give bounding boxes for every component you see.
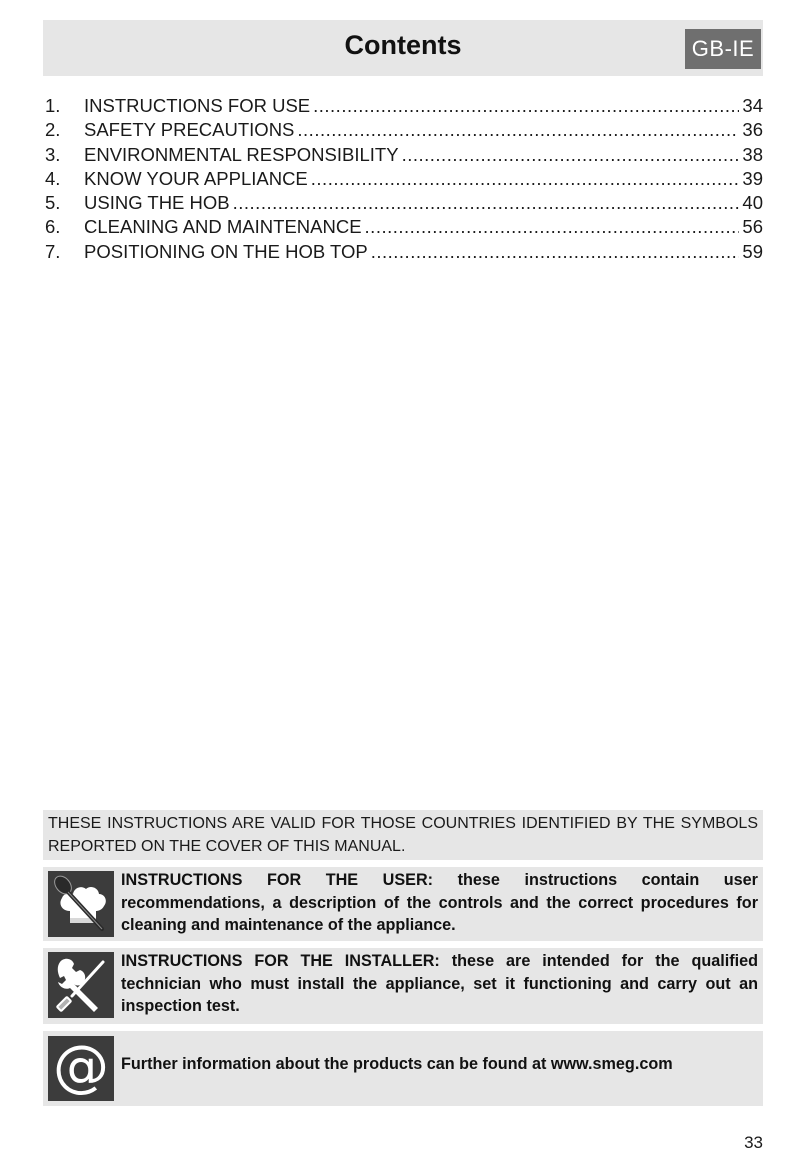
at-sign-icon [48, 1033, 114, 1101]
toc-title: SAFETY PRECAUTIONS [84, 119, 295, 141]
further-info-note [43, 1031, 763, 1106]
tools-icon [48, 952, 114, 1018]
toc-number: 3. [45, 143, 61, 165]
toc-number: 2. [45, 119, 61, 141]
toc-page-number: 38 [742, 143, 763, 165]
further-info-text: Further information about the products can be found at www.smeg.com [121, 1055, 673, 1073]
toc-leader-dots [233, 192, 740, 214]
user-instructions-text: INSTRUCTIONS FOR THE USER: these instructions contain user recommendations, a description of the controls and the correct procedures for cleaning and maintenance of the appliance. [121, 871, 758, 934]
toc-number: 1. [45, 95, 61, 116]
validity-notice-text: THESE INSTRUCTIONS ARE VALID FOR THOSE COUNTRIES IDENTIFIED BY THE SYMBOLS REPORTED ON THE COVER OF THIS MANUAL. [48, 815, 758, 855]
toc-title: KNOW YOUR APPLIANCE [84, 167, 308, 189]
toc-leader-dots [365, 216, 740, 238]
title-bar [43, 20, 763, 76]
toc-page-number: 56 [742, 216, 763, 238]
toc-leader-dots [313, 95, 739, 117]
toc-entry-using-the-hob[interactable] [45, 192, 763, 216]
toc-title: INSTRUCTIONS FOR USE [84, 95, 311, 116]
toc-entry-environmental-responsibility[interactable] [45, 144, 763, 168]
toc-number: 4. [45, 167, 61, 189]
toc-leader-dots [371, 241, 740, 263]
toc-page-number: 34 [742, 95, 763, 116]
at-sign-glyph: @ [53, 1033, 109, 1099]
toc-page-number: 39 [742, 167, 763, 189]
table-of-contents [45, 95, 763, 265]
toc-title: POSITIONING ON THE HOB TOP [84, 240, 368, 262]
toc-page-number: 36 [742, 119, 763, 141]
toc-entry-instructions-for-use[interactable] [45, 95, 763, 119]
toc-title: USING THE HOB [84, 192, 230, 214]
page-number: 33 [744, 1133, 763, 1152]
user-instructions-note [43, 867, 763, 941]
toc-title: CLEANING AND MAINTENANCE [84, 216, 362, 238]
toc-entry-safety-precautions[interactable] [45, 119, 763, 143]
toc-leader-dots [297, 119, 739, 141]
toc-title: ENVIRONMENTAL RESPONSIBILITY [84, 143, 399, 165]
toc-entry-positioning-on-the-hob-top[interactable] [45, 241, 763, 265]
toc-number: 6. [45, 216, 61, 238]
language-badge: GB-IE [685, 29, 761, 69]
installer-instructions-text: INSTRUCTIONS FOR THE INSTALLER: these are intended for the qualified technician who must install the appliance, set it functioning and carry out an inspection test. [121, 952, 758, 1015]
validity-notice [43, 810, 763, 860]
chef-spoon-icon [48, 871, 114, 937]
toc-number: 5. [45, 192, 61, 214]
toc-page-number: 59 [742, 240, 763, 262]
toc-leader-dots [311, 168, 740, 190]
page-title: Contents [344, 30, 462, 60]
installer-instructions-note [43, 948, 763, 1024]
toc-number: 7. [45, 240, 61, 262]
toc-leader-dots [402, 144, 740, 166]
toc-entry-cleaning-and-maintenance[interactable] [45, 216, 763, 240]
toc-page-number: 40 [742, 192, 763, 214]
toc-entry-know-your-appliance[interactable] [45, 168, 763, 192]
